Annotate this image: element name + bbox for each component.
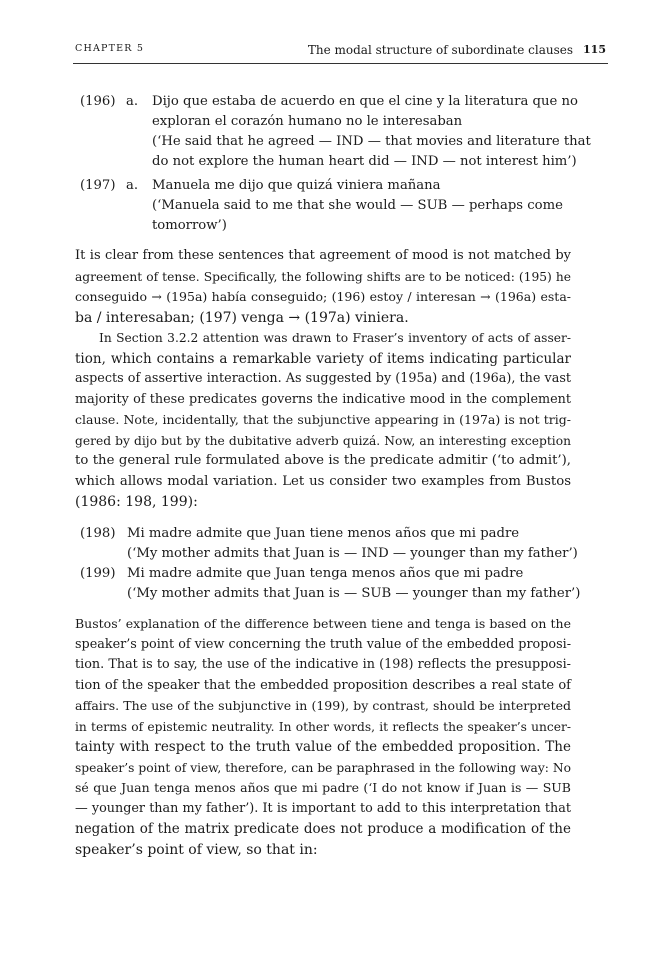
text-line: tion of the speaker that the embedded proposition describes a real state of <box>75 677 571 693</box>
text-line: In Section 3.2.2 attention was drawn to Fraser’s inventory of acts of asser- <box>99 331 571 345</box>
example-line: do not explore the human heart did — IND — not interest him’) <box>152 154 577 169</box>
example-line: exploran el corazón humano no le interesaban <box>152 114 463 129</box>
example-line: Dijo que estaba de acuerdo en que el cine y la literatura que no <box>152 94 578 109</box>
page-number: 115 <box>583 43 606 56</box>
example-letter: a. <box>126 178 139 193</box>
text-line: negation of the matrix predicate does not produce a modification of the <box>75 821 571 837</box>
text-line: tion, which contains a remarkable variety of items indicating particular <box>75 350 571 367</box>
text-line: which allows modal variation. Let us consider two examples from Bustos <box>75 473 571 489</box>
paragraph-2 <box>75 328 571 513</box>
example-body <box>127 524 577 564</box>
text-line: It is clear from these sentences that agreement of mood is not matched by <box>75 248 571 263</box>
text-line: clause. Note, incidentally, that the subjunctive appearing in (197a) is not trig- <box>75 412 571 427</box>
text-line: ba / interesaban; (197) venga → (197a) viniera. <box>75 309 409 326</box>
text-line: speaker’s point of view, therefore, can be paraphrased in the following way: No <box>75 760 571 775</box>
example-body <box>127 564 581 604</box>
text-line: affairs. The use of the subjunctive in (199), by contrast, should be interpreted <box>75 698 571 713</box>
text-line: majority of these predicates governs the indicative mood in the complement <box>75 391 571 407</box>
example-number: (197) <box>80 178 116 193</box>
text-line: sé que Juan tenga menos años que mi padre (‘I do not know if Juan is — SUB <box>75 780 571 795</box>
text-line: conseguido → (195a) había conseguido; (196) estoy / interesan → (196a) esta- <box>75 289 571 304</box>
text-line: speaker’s point of view concerning the truth value of the embedded proposi- <box>75 636 571 652</box>
example-number: (196) <box>80 94 116 109</box>
example-line: tomorrow’) <box>152 218 227 233</box>
running-title: The modal structure of subordinate clauses <box>307 43 573 57</box>
text-line: gered by dijo but by the dubitative adverb quizá. Now, an interesting exception <box>75 433 571 448</box>
text-line: (1986: 198, 199): <box>75 494 198 510</box>
text-line: to the general rule formulated above is the predicate admitir (‘to admit’), <box>75 453 571 468</box>
chapter-label: CHAPTER 5 <box>75 43 145 54</box>
text-line: agreement of tense. Specifically, the following shifts are to be noticed: (195) he <box>75 269 571 284</box>
paragraph-1 <box>75 246 571 328</box>
example-line: (‘My mother admits that Juan is — IND — younger than my father’) <box>127 546 578 561</box>
example-letter: a. <box>126 94 139 109</box>
example-line: (‘He said that he agreed — IND — that movies and literature that <box>152 134 591 149</box>
paragraph-3 <box>75 614 571 860</box>
example-number: (199) <box>80 566 116 581</box>
example-body <box>152 92 591 172</box>
text-line: tion. That is to say, the use of the indicative in (198) reflects the presupposi- <box>75 657 571 672</box>
text-line: aspects of assertive interaction. As suggested by (195a) and (196a), the vast <box>75 371 571 386</box>
text-line: — younger than my father’). It is important to add to this interpretation that <box>75 800 571 816</box>
example-line: (‘My mother admits that Juan is — SUB — younger than my father’) <box>127 586 581 601</box>
example-line: Manuela me dijo que quizá viniera mañana <box>152 178 441 193</box>
text-line: speaker’s point of view, so that in: <box>75 841 318 858</box>
example-line: Mi madre admite que Juan tenga menos años que mi padre <box>127 566 524 581</box>
example-line: (‘Manuela said to me that she would — SUB — perhaps come <box>152 198 563 213</box>
text-line: Bustos’ explanation of the difference between tiene and tenga is based on the <box>75 616 571 631</box>
example-line: Mi madre admite que Juan tiene menos años que mi padre <box>127 526 520 541</box>
example-body <box>152 176 572 236</box>
text-line: in terms of epistemic neutrality. In other words, it reflects the speaker’s uncer- <box>75 719 571 734</box>
running-header <box>73 41 608 64</box>
text-line: tainty with respect to the truth value of the embedded proposition. The <box>75 739 571 755</box>
example-number: (198) <box>80 526 116 541</box>
